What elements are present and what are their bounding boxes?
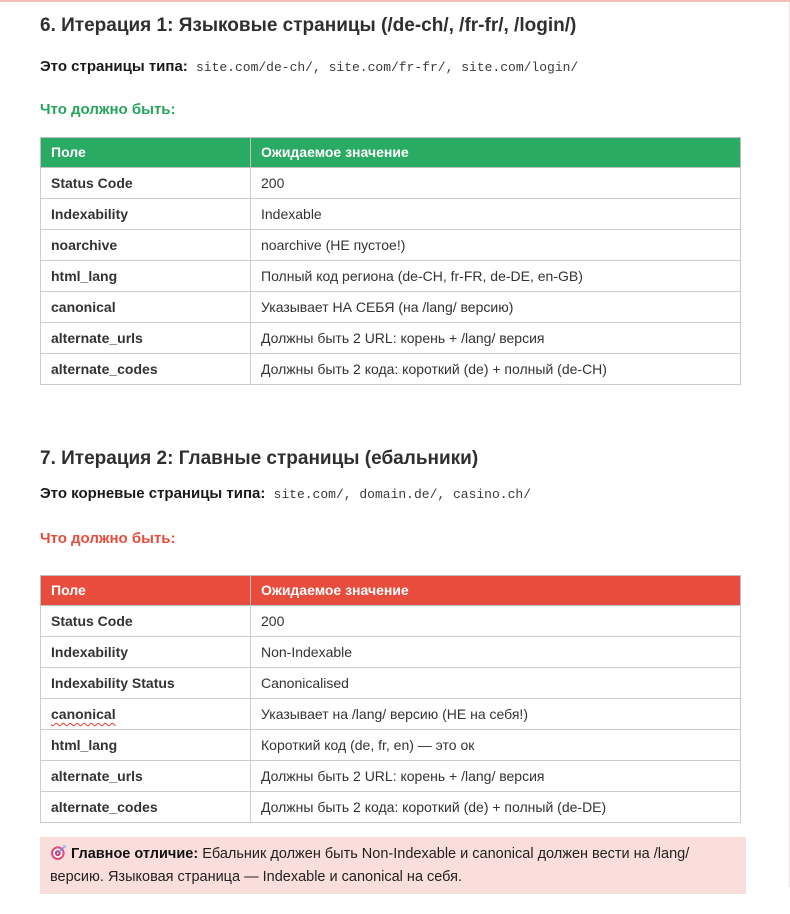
field-name: alternate_urls xyxy=(41,323,251,354)
field-value: Должны быть 2 URL: корень + /lang/ версия xyxy=(251,323,741,354)
field-value: 200 xyxy=(251,606,741,637)
field-value: 200 xyxy=(251,168,741,199)
table-row xyxy=(41,323,741,354)
field-value: Должны быть 2 URL: корень + /lang/ версия xyxy=(251,761,741,792)
field-value: Canonicalised xyxy=(251,668,741,699)
section-6-heading: 6. Итерация 1: Языковые страницы (/de-ch/, /fr-fr/, /login/) xyxy=(40,15,577,36)
field-name: html_lang xyxy=(41,261,251,292)
section-6-subheading: Что должно быть: xyxy=(40,101,176,118)
note-text: Ебальник должен быть Non-Indexable и canonical должен вести на /lang/ версию. Языковая страница — Indexable и canonical на себя. xyxy=(50,846,690,885)
table-row xyxy=(41,637,741,668)
field-value: noarchive (НЕ пустое!) xyxy=(251,230,741,261)
field-name: Status Code xyxy=(41,168,251,199)
section-7-heading: 7. Итерация 2: Главные страницы (ебальники) xyxy=(40,448,479,469)
column-header-field: Поле xyxy=(41,138,251,168)
field-name: html_lang xyxy=(41,730,251,761)
intro-url-examples: site.com/de-ch/, site.com/fr-fr/, site.com/login/ xyxy=(195,60,579,75)
expected-values-table-iteration2 xyxy=(40,575,741,823)
table-row xyxy=(41,730,741,761)
table-row xyxy=(41,699,741,730)
column-header-expected: Ожидаемое значение xyxy=(251,138,741,168)
misspelled-word: canonical xyxy=(51,706,116,722)
key-difference-note xyxy=(40,837,746,894)
top-rule xyxy=(0,0,790,2)
intro-url-examples: site.com/, domain.de/, casino.ch/ xyxy=(273,487,531,502)
field-name: Status Code xyxy=(41,606,251,637)
table-row xyxy=(41,792,741,823)
column-header-field: Поле xyxy=(41,576,251,606)
expected-values-table-iteration1 xyxy=(40,137,741,385)
column-header-expected: Ожидаемое значение xyxy=(251,576,741,606)
field-value: Non-Indexable xyxy=(251,637,741,668)
table-row xyxy=(41,292,741,323)
field-name: alternate_codes xyxy=(41,354,251,385)
section-7-subheading: Что должно быть: xyxy=(40,530,176,547)
field-name: Indexability Status xyxy=(41,668,251,699)
table-row xyxy=(41,606,741,637)
field-name-misspelled xyxy=(41,699,251,730)
field-name: Indexability xyxy=(41,199,251,230)
intro-label: Это корневые страницы типа: xyxy=(40,485,266,502)
section-7-intro xyxy=(40,485,740,504)
field-value: Указывает НА СЕБЯ (на /lang/ версию) xyxy=(251,292,741,323)
field-name: alternate_urls xyxy=(41,761,251,792)
field-name: alternate_codes xyxy=(41,792,251,823)
table-header-row xyxy=(41,576,741,606)
field-value: Должны быть 2 кода: короткий (de) + полный (de-CH) xyxy=(251,354,741,385)
intro-label: Это страницы типа: xyxy=(40,58,188,75)
field-value: Indexable xyxy=(251,199,741,230)
field-name: noarchive xyxy=(41,230,251,261)
table-row xyxy=(41,354,741,385)
table-row xyxy=(41,199,741,230)
section-6-intro xyxy=(40,58,740,77)
table-row xyxy=(41,261,741,292)
document-body xyxy=(0,14,790,914)
field-value: Короткий код (de, fr, en) — это ок xyxy=(251,730,741,761)
note-label: Главное отличие: xyxy=(71,846,199,862)
field-name: Indexability xyxy=(41,637,251,668)
field-value: Указывает на /lang/ версию (НЕ на себя!) xyxy=(251,699,741,730)
table-row xyxy=(41,230,741,261)
field-value: Полный код региона (de-CH, fr-FR, de-DE, en-GB) xyxy=(251,261,741,292)
table-header-row xyxy=(41,138,741,168)
table-row xyxy=(41,761,741,792)
table-row xyxy=(41,668,741,699)
table-row xyxy=(41,168,741,199)
field-value: Должны быть 2 кода: короткий (de) + полный (de-DE) xyxy=(251,792,741,823)
target-dart-icon xyxy=(50,844,67,867)
field-name: canonical xyxy=(41,292,251,323)
